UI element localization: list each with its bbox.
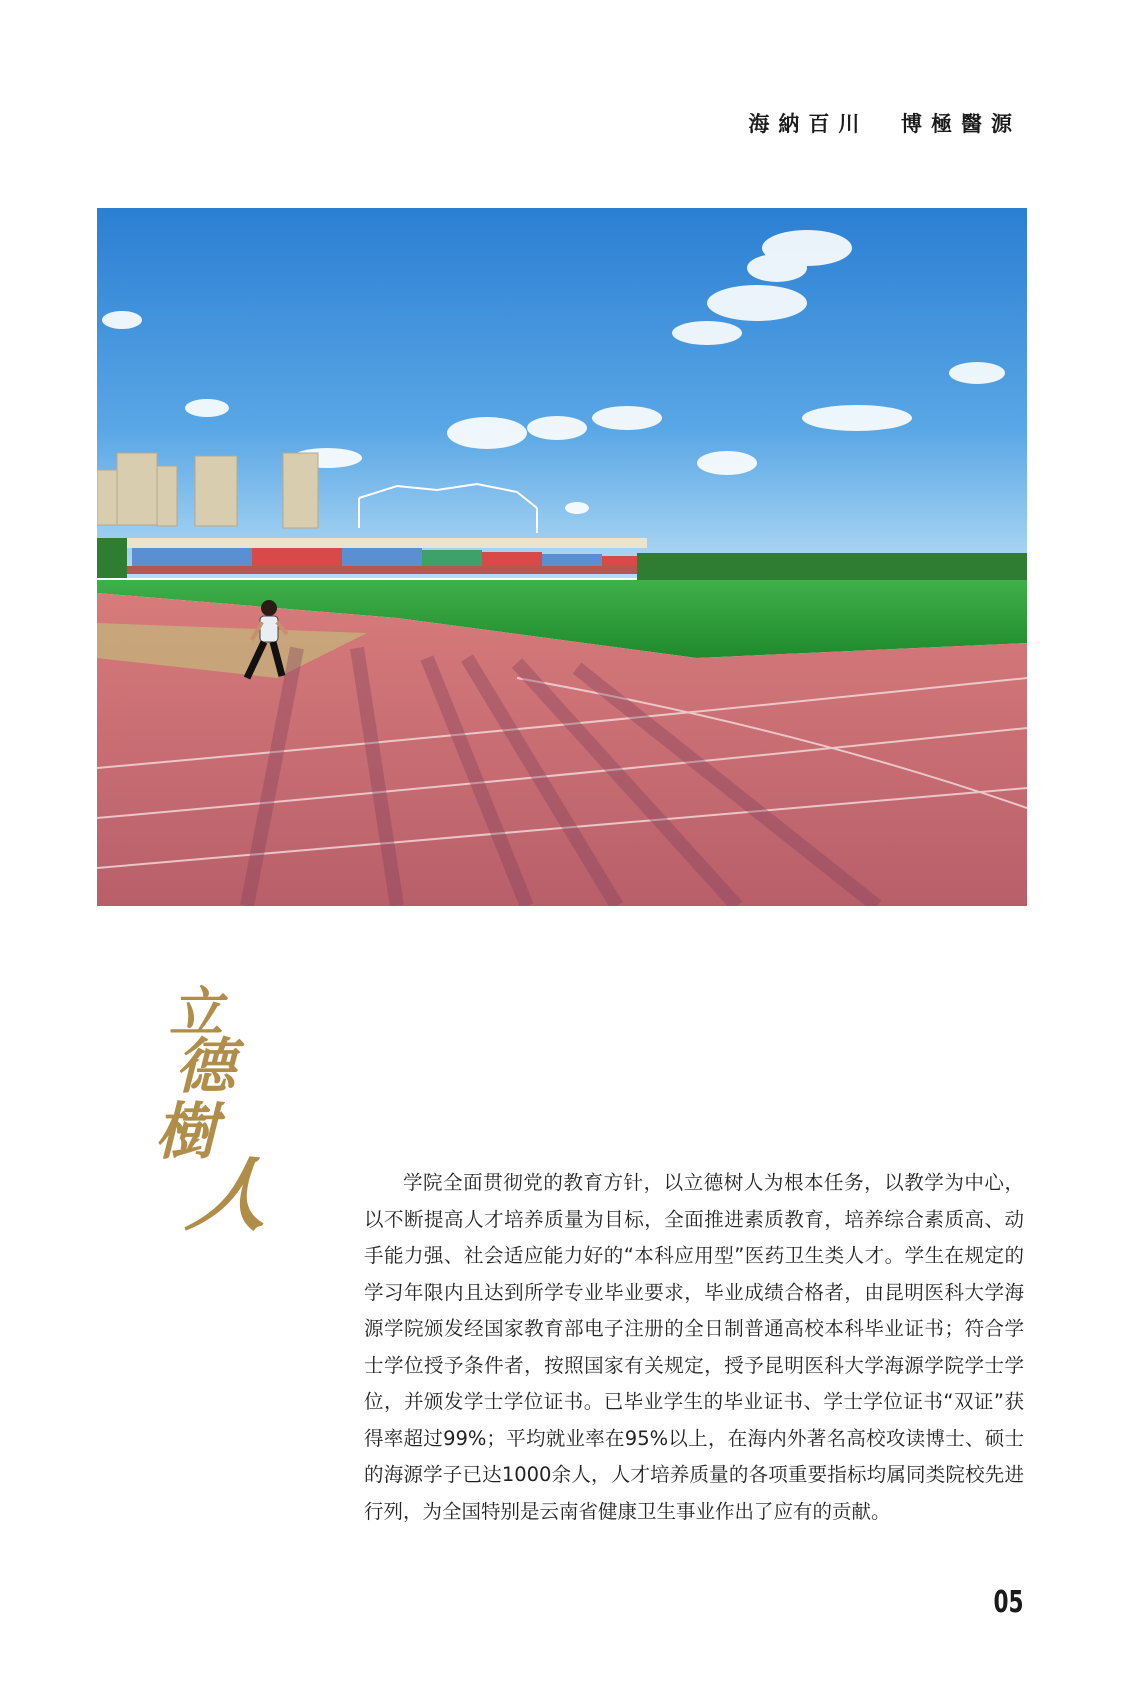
tree-line	[637, 553, 1027, 583]
campus-sports-field-photo	[97, 208, 1027, 906]
section-title-vertical	[155, 980, 281, 1245]
header-motto: 海納百川 博極醫源	[748, 111, 1021, 136]
stands	[127, 538, 647, 574]
page-number: 05	[993, 1585, 1024, 1620]
sports-field-illustration	[97, 208, 1027, 906]
title-char-1: 立	[169, 980, 223, 1044]
body-paragraph: 学院全面贯彻党的教育方针，以立德树人为根本任务，以教学为中心，以不断提高人才培养质量为目标，全面推进素质教育，培养综合素质高、动手能力强、社会适应能力好的“本科应用型”医药卫生类人才。学生在规定的学习年限内且达到所学专业毕业要求，毕业成绩合格者，由昆明医科大学海源学院颁发经国家教育部电子注册的全日制普通高校本科毕业证书；符合学士学位授予条件者，按照国家有关规定，授予昆明医科大学海源学院学士学位，并颁发学士学位证书。已毕业学生的毕业证书、学士学位证书“双证”获得率超过99%；平均就业率在95%以上，在海内外著名高校攻读博士、硕士的海源学子已达1000余人，人才培养质量的各项重要指标均属同类院校先进行列，为全国特别是云南省健康卫生事业作出了应有的贡献。	[364, 1171, 1024, 1523]
title-char-4: 人	[181, 1148, 281, 1242]
title-char-3: 樹	[155, 1095, 218, 1168]
buildings	[97, 453, 318, 528]
title-char-2: 德	[175, 1032, 235, 1102]
